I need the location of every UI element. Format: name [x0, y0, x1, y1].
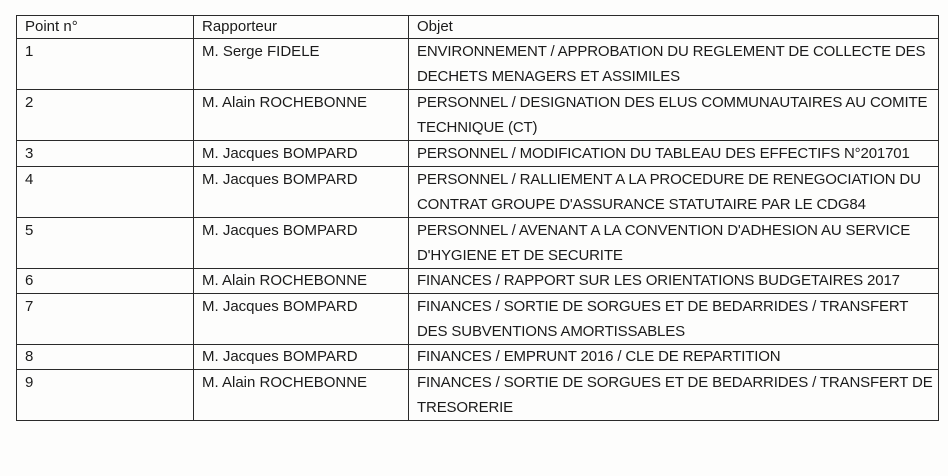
objet-text: FINANCES / SORTIE DE SORGUES ET DE BEDARRIDES / TRANSFERT DE TRESORERIE — [409, 370, 939, 421]
header-rapporteur: Rapporteur — [194, 16, 409, 39]
rapporteur-name: M. Alain ROCHEBONNE — [194, 370, 409, 421]
table-row — [17, 218, 939, 269]
objet-text: ENVIRONNEMENT / APPROBATION DU REGLEMENT DE COLLECTE DES DECHETS MENAGERS ET ASSIMILES — [409, 39, 939, 90]
point-number: 1 — [17, 39, 194, 90]
point-number: 3 — [17, 141, 194, 167]
objet-text: PERSONNEL / RALLIEMENT A LA PROCEDURE DE RENEGOCIATION DU CONTRAT GROUPE D'ASSURANCE STATUTAIRE PAR LE CDG84 — [409, 167, 939, 218]
objet-text: FINANCES / EMPRUNT 2016 / CLE DE REPARTITION — [409, 345, 939, 370]
header-point: Point n° — [17, 16, 194, 39]
objet-text: PERSONNEL / DESIGNATION DES ELUS COMMUNAUTAIRES AU COMITE TECHNIQUE (CT) — [409, 90, 939, 141]
rapporteur-name: M. Jacques BOMPARD — [194, 141, 409, 167]
table-row — [17, 167, 939, 218]
rapporteur-name: M. Alain ROCHEBONNE — [194, 90, 409, 141]
table-row — [17, 345, 939, 370]
objet-text: FINANCES / SORTIE DE SORGUES ET DE BEDARRIDES / TRANSFERT DES SUBVENTIONS AMORTISSABLES — [409, 294, 939, 345]
rapporteur-name: M. Jacques BOMPARD — [194, 345, 409, 370]
table-row — [17, 269, 939, 294]
table-row — [17, 141, 939, 167]
point-number: 5 — [17, 218, 194, 269]
point-number: 9 — [17, 370, 194, 421]
point-number: 7 — [17, 294, 194, 345]
objet-text: FINANCES / RAPPORT SUR LES ORIENTATIONS BUDGETAIRES 2017 — [409, 269, 939, 294]
table-row — [17, 39, 939, 90]
point-number: 8 — [17, 345, 194, 370]
rapporteur-name: M. Jacques BOMPARD — [194, 218, 409, 269]
rapporteur-name: M. Alain ROCHEBONNE — [194, 269, 409, 294]
rapporteur-name: M. Serge FIDELE — [194, 39, 409, 90]
table-header-row — [17, 16, 939, 39]
rapporteur-name: M. Jacques BOMPARD — [194, 294, 409, 345]
point-number: 2 — [17, 90, 194, 141]
objet-text: PERSONNEL / AVENANT A LA CONVENTION D'ADHESION AU SERVICE D'HYGIENE ET DE SECURITE — [409, 218, 939, 269]
point-number: 4 — [17, 167, 194, 218]
objet-text: PERSONNEL / MODIFICATION DU TABLEAU DES EFFECTIFS N°201701 — [409, 141, 939, 167]
table-row — [17, 370, 939, 421]
table-row — [17, 294, 939, 345]
point-number: 6 — [17, 269, 194, 294]
rapporteur-name: M. Jacques BOMPARD — [194, 167, 409, 218]
agenda-table — [16, 15, 939, 421]
table-row — [17, 90, 939, 141]
header-objet: Objet — [409, 16, 939, 39]
